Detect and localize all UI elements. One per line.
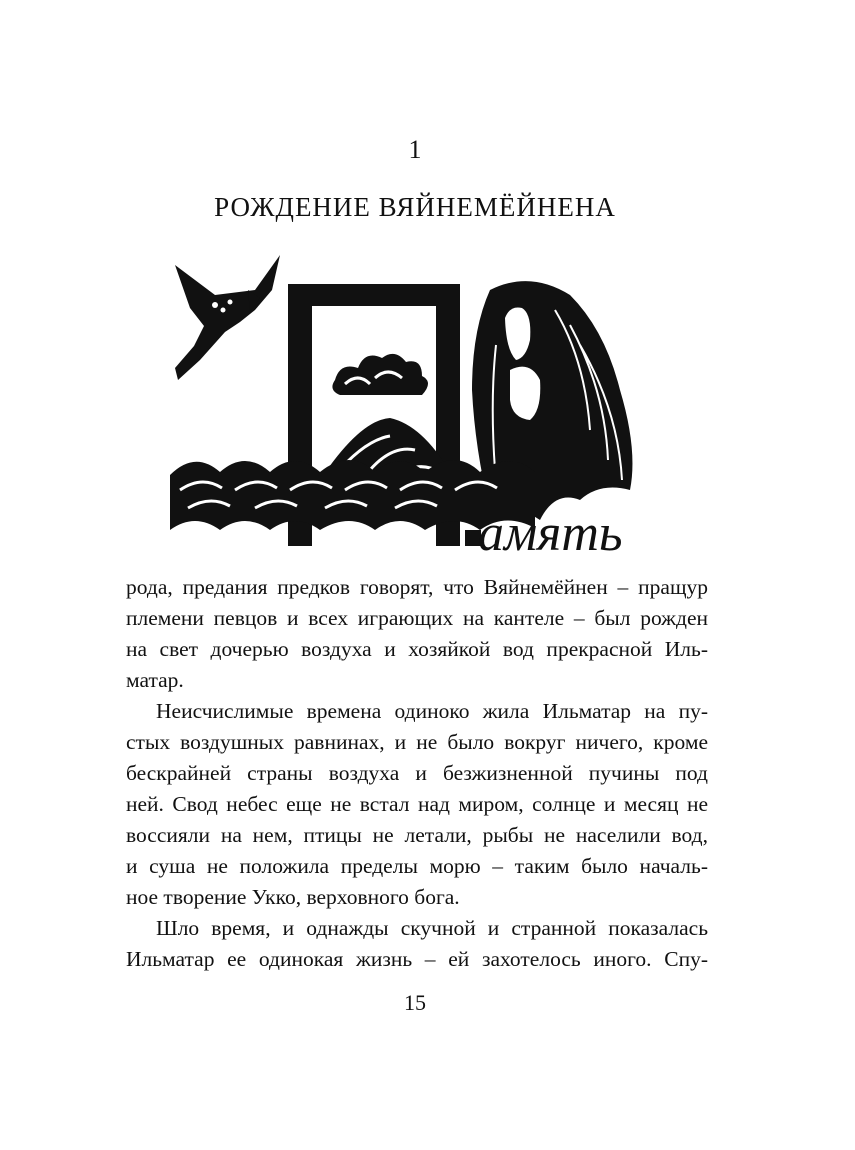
- text-line: и суша не положила пределы морю – таким было началь-: [126, 854, 708, 878]
- text-line: на свет дочерью воздуха и хозяйкой вод прекрасной Иль-: [126, 637, 708, 661]
- text-line: воссияли на нем, птицы не летали, рыбы не населили вод,: [126, 823, 708, 847]
- dropcap-word-rest: амять: [478, 505, 623, 562]
- chapter-title: РОЖДЕНИЕ ВЯЙНЕМЁЙНЕНА: [214, 192, 616, 222]
- dropcap-illustration: [160, 250, 690, 570]
- text-line: стых воздушных равнинах, и не было вокруг ничего, кроме: [126, 730, 708, 754]
- paragraph-1: [126, 572, 708, 696]
- text-line: ней. Свод небес еще не встал над миром, солнце и месяц не: [126, 792, 708, 816]
- paragraph-3: [126, 913, 708, 975]
- paragraph-2: [126, 696, 708, 913]
- chapter-number: 1: [408, 135, 422, 164]
- text-line: племени певцов и всех играющих на кантеле – был рожден: [126, 606, 708, 630]
- text-line: Шло время, и однажды скучной и странной показалась: [156, 916, 708, 940]
- text-line: Неисчислимые времена одиноко жила Ильматар на пу-: [156, 699, 708, 723]
- text-line: рода, предания предков говорят, что Вяйнемёйнен – пращур: [126, 575, 708, 599]
- text-line: матар.: [126, 668, 184, 692]
- page-number: 15: [404, 990, 426, 1015]
- bird-icon: [175, 255, 280, 380]
- text-line: ное творение Укко, верховного бога.: [126, 885, 460, 909]
- text-line: Ильматар ее одинокая жизнь – ей захотелось иного. Спу-: [126, 947, 708, 971]
- body-text: [126, 572, 708, 975]
- text-line: бескрайней страны воздуха и безжизненной пучины под: [126, 761, 708, 785]
